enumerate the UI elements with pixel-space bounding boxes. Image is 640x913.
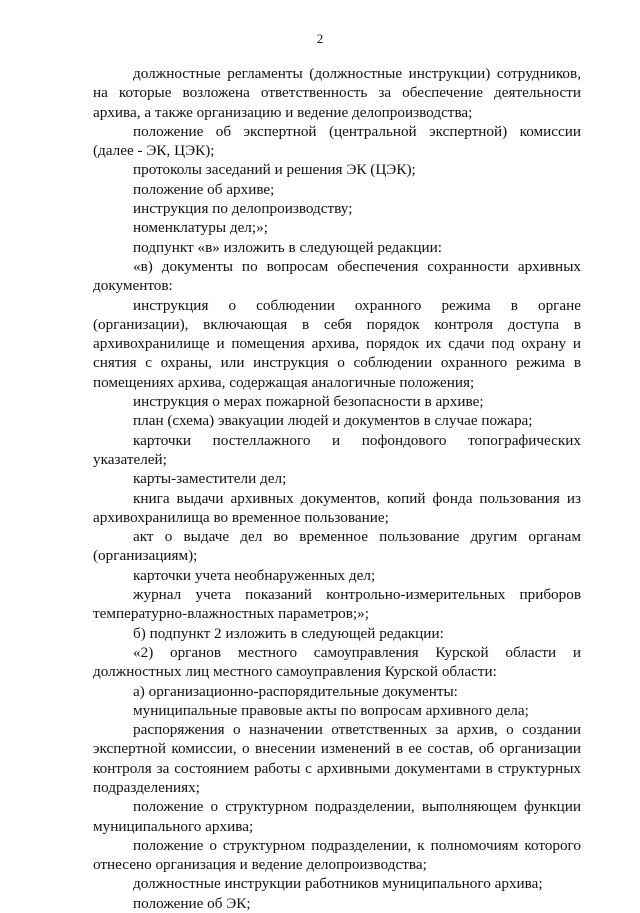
paragraph: номенклатуры дел;»; (133, 219, 268, 237)
paragraph: карточки постеллажного и пофондового топографических указателей; (93, 431, 581, 468)
paragraph: положение об архиве; (133, 180, 275, 198)
paragraph: положение о структурном подразделении, к полномочиям которого отнесено организация и ведение делопроизводства; (93, 836, 581, 874)
paragraph: подпункт «в» изложить в следующей редакции: (133, 238, 442, 256)
paragraph: карты-заместители дел; (133, 470, 287, 488)
paragraph: журнал учета показаний контрольно-измерительных приборов температурно-влажностных параметров;»; (93, 586, 581, 623)
paragraph: должностные инструкции работников муниципального архива; (133, 875, 543, 893)
paragraph: карточки учета необнаруженных дел; (133, 566, 376, 584)
paragraph: должностные регламенты (должностные инструкции) сотрудников, на которые возложена ответственность за обеспечение деятельности архива, а также организацию и ведение делопроизводства; (93, 65, 581, 121)
document-body (93, 64, 581, 913)
paragraph: инструкция о соблюдении охранного режима в органе (организации), включающая в себя порядок контроля доступа в архивохранилище и помещения архива, порядок их сдачи под охрану и снятия с охраны, или инструкция о соблюдении охранного режима в помещениях архива, содержащая аналогичные положения; (93, 296, 581, 391)
paragraph: а) организационно-распорядительные документы: (133, 682, 458, 700)
paragraph: положение об экспертной (центральной экспертной) комиссии (далее - ЭК, ЦЭК); (93, 122, 581, 160)
paragraph: протоколы заседаний и решения ЭК (ЦЭК); (133, 161, 416, 179)
paragraph: положение об ЭК; (133, 894, 251, 912)
paragraph: положение о структурном подразделении, выполняющем функции муниципального архива; (93, 798, 581, 835)
paragraph: муниципальные правовые акты по вопросам архивного дела; (133, 701, 529, 719)
page-number: 2 (316, 31, 324, 46)
paragraph: инструкция о мерах пожарной безопасности в архиве; (133, 393, 484, 411)
paragraph: «в) документы по вопросам обеспечения сохранности архивных документов: (93, 257, 581, 295)
paragraph: акт о выдаче дел во временное пользование другим органам (организациям); (93, 528, 581, 565)
paragraph: план (схема) эвакуации людей и документов в случае пожара; (133, 412, 533, 430)
paragraph: распоряжения о назначении ответственных за архив, о создании экспертной комиссии, о внесении изменений в ее состав, об организации контроля за состоянием работы с архивными документами в структурных подразделениях; (93, 721, 581, 796)
paragraph: книга выдачи архивных документов, копий фонда пользования из архивохранилища во временное пользование; (93, 489, 581, 526)
paragraph: инструкция по делопроизводству; (133, 200, 353, 218)
paragraph: «2) органов местного самоуправления Курской области и должностных лиц местного самоуправления Курской области: (93, 643, 581, 681)
paragraph: б) подпункт 2 изложить в следующей редакции: (133, 624, 444, 642)
